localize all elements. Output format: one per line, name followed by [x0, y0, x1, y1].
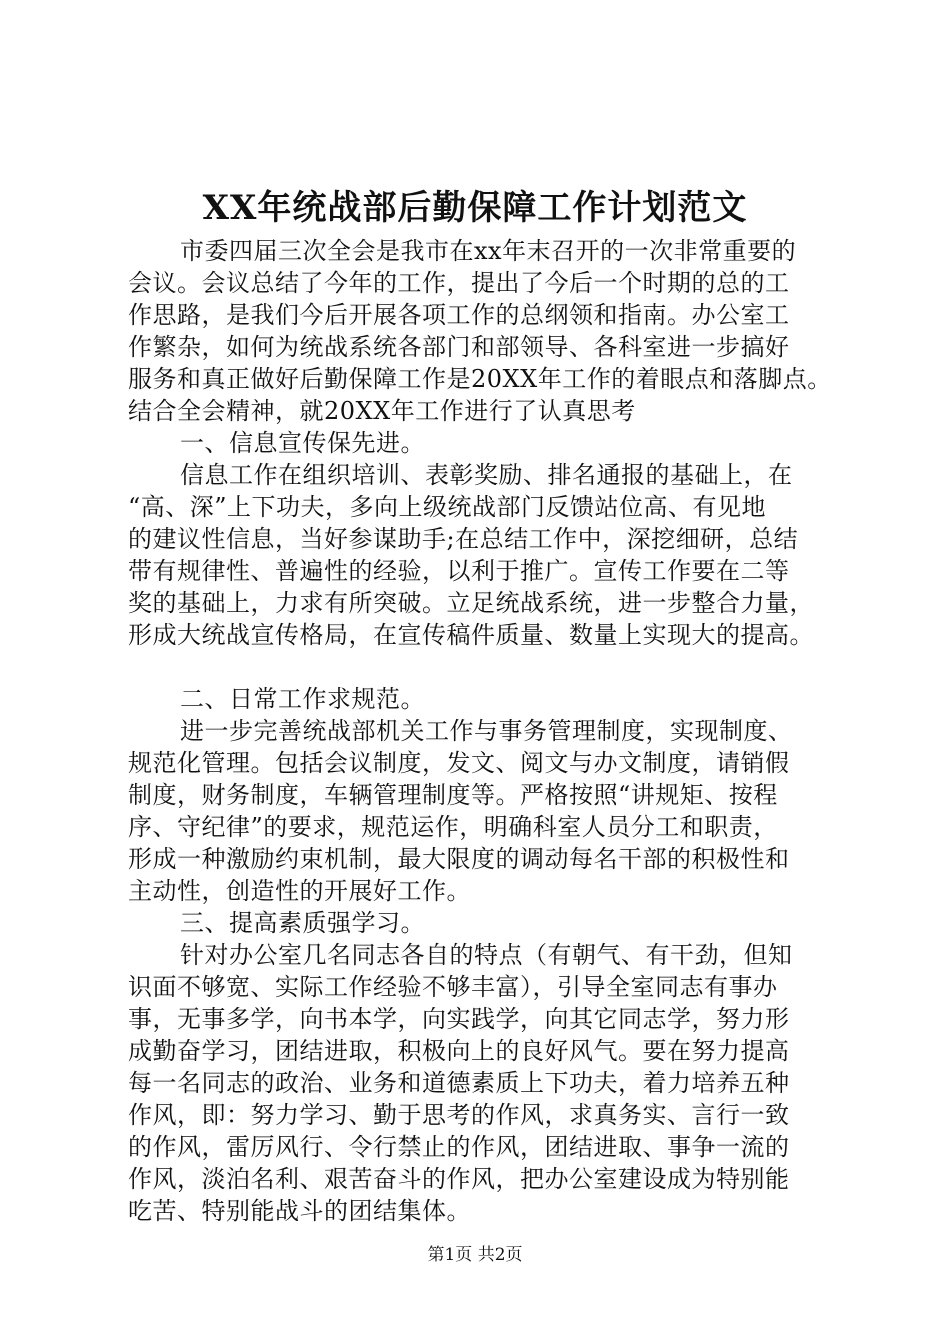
page-number-footer: 第1页 共2页: [427, 1245, 523, 1265]
text-line: “高、深”上下功夫，多向上级统战部门反馈站位高、有见地: [128, 493, 767, 521]
text-line: 事，无事多学，向书本学，向实践学，向其它同志学，努力形: [128, 1005, 790, 1033]
text-line: 结合全会精神，就20XX年工作进行了认真思考: [128, 397, 636, 425]
text-line: 进一步完善统战部机关工作与事务管理制度，实现制度、: [180, 717, 793, 745]
text-line: 每一名同志的政治、业务和道德素质上下功夫，着力培养五种: [128, 1069, 790, 1097]
section-heading: 二、日常工作求规范。: [180, 685, 425, 713]
text-line: 会议。会议总结了今年的工作，提出了今后一个时期的总的工: [128, 269, 790, 297]
section-heading: 三、提高素质强学习。: [180, 909, 425, 937]
text-line: 作繁杂，如何为统战系统各部门和部领导、各科室进一步搞好: [128, 333, 790, 361]
text-line: 形成大统战宣传格局，在宣传稿件质量、数量上实现大的提高。: [128, 621, 814, 649]
text-line: 信息工作在组织培训、表彰奖励、排名通报的基础上，在: [180, 461, 793, 489]
text-line: 规范化管理。包括会议制度，发文、阅文与办文制度，请销假: [128, 749, 790, 777]
text-line: 针对办公室几名同志各自的特点（有朝气、有干劲，但知: [180, 941, 793, 969]
text-line: 服务和真正做好后勤保障工作是20XX年工作的着眼点和落脚点。: [128, 365, 832, 393]
text-line: 序、守纪律”的要求，规范运作，明确科室人员分工和职责，: [128, 813, 778, 841]
text-line: 形成一种激励约束机制，最大限度的调动每名干部的积极性和: [128, 845, 790, 873]
text-line: 作风，淡泊名利、艰苦奋斗的作风，把办公室建设成为特别能: [128, 1165, 790, 1193]
paragraph-gap: [128, 651, 852, 683]
text-line: 吃苦、特别能战斗的团结集体。: [128, 1197, 471, 1225]
text-line: 识面不够宽、实际工作经验不够丰富），引导全室同志有事办: [128, 973, 778, 1001]
text-line: 带有规律性、普遍性的经验，以利于推广。宣传工作要在二等: [128, 557, 790, 585]
document-body: [128, 235, 852, 1227]
text-line: 的作风，雷厉风行、令行禁止的作风，团结进取、事争一流的: [128, 1133, 790, 1161]
section-heading: 一、信息宣传保先进。: [180, 429, 425, 457]
text-line: 成勤奋学习，团结进取，积极向上的良好风气。要在努力提高: [128, 1037, 790, 1065]
text-line: 制度，财务制度，车辆管理制度等。严格按照“讲规矩、按程: [128, 781, 778, 809]
text-line: 作风，即：努力学习、勤于思考的作风，求真务实、言行一致: [128, 1101, 790, 1129]
text-line: 主动性，创造性的开展好工作。: [128, 877, 471, 905]
text-line: 作思路，是我们今后开展各项工作的总纲领和指南。办公室工: [128, 301, 790, 329]
document-title: XX年统战部后勤保障工作计划范文: [202, 188, 748, 228]
text-line: 奖的基础上，力求有所突破。立足统战系统，进一步整合力量，: [128, 589, 814, 617]
text-line: 市委四届三次全会是我市在xx年末召开的一次非常重要的: [180, 237, 797, 265]
text-line: 的建议性信息，当好参谋助手;在总结工作中，深挖细研，总结: [128, 525, 799, 553]
